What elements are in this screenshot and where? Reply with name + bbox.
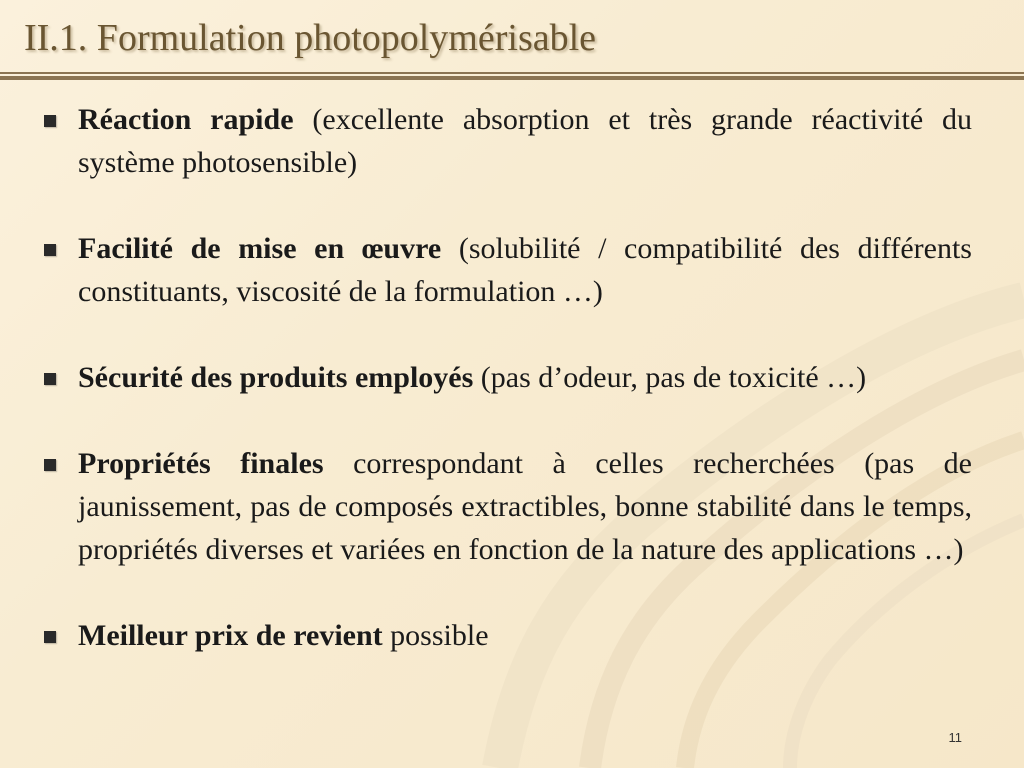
bullet-text: (pas d’odeur, pas de toxicité …) bbox=[473, 361, 867, 394]
bullet-list bbox=[44, 98, 972, 657]
slide-number: 11 bbox=[948, 730, 962, 745]
square-bullet-icon bbox=[44, 244, 56, 256]
square-bullet-icon bbox=[44, 373, 56, 385]
square-bullet-icon bbox=[44, 459, 56, 471]
bullet-heading: Sécurité des produits employés bbox=[78, 361, 474, 394]
title-divider-thick bbox=[0, 76, 1024, 80]
square-bullet-icon bbox=[44, 631, 56, 643]
title-divider-thin bbox=[0, 72, 1024, 74]
list-item bbox=[44, 227, 972, 313]
bullet-heading: Meilleur prix de revient bbox=[78, 619, 383, 652]
slide-title: II.1. Formulation photopolymérisable bbox=[24, 17, 597, 59]
bullet-heading: Réaction rapide bbox=[78, 103, 294, 136]
bullet-text: correspondant à celles recherchées (pas de jaunissement, pas de composés extractibles, bonne stabilité dans le temps, propriétés diverses et variées en fonction de la nature des applications …) bbox=[78, 447, 972, 566]
list-item bbox=[44, 614, 972, 657]
list-item bbox=[44, 442, 972, 571]
bullet-heading: Propriétés finales bbox=[78, 447, 324, 480]
bullet-text: (solubilité / compatibilité des différents constituants, viscosité de la formulation …) bbox=[78, 232, 972, 308]
list-item bbox=[44, 98, 972, 184]
bullet-heading: Facilité de mise en œuvre bbox=[78, 232, 442, 265]
bullet-text: (excellente absorption et très grande réactivité du système photosensible) bbox=[78, 103, 973, 179]
bullet-text: possible bbox=[382, 619, 489, 652]
list-item bbox=[44, 356, 972, 399]
square-bullet-icon bbox=[44, 115, 56, 127]
